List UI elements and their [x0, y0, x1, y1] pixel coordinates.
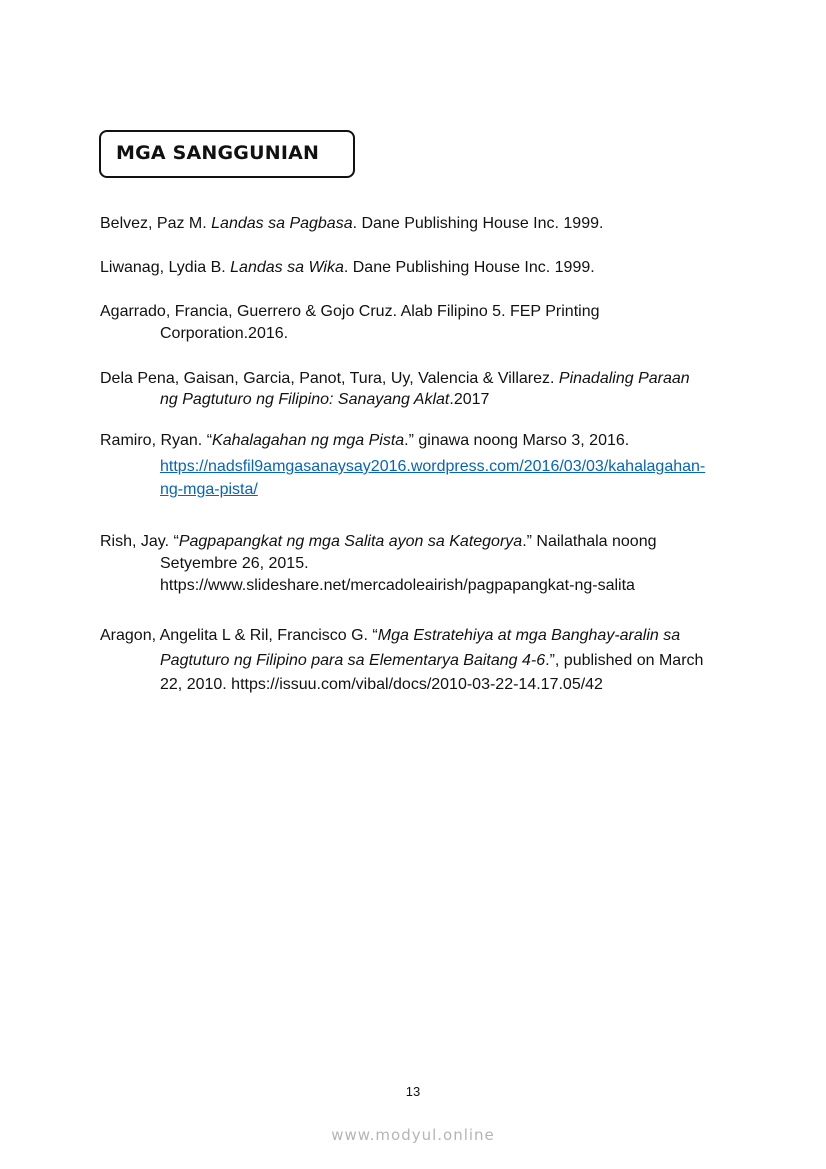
reference-text: https://www.slideshare.net/mercadoleairish/pagpapangkat-ng-salita	[160, 577, 635, 594]
reference-text: Aragon, Angelita L & Ril, Francisco G. “	[100, 627, 378, 644]
reference-text: Corporation.2016.	[160, 325, 289, 342]
reference-line	[100, 258, 595, 278]
reference-line	[160, 651, 703, 671]
reference-line	[160, 675, 603, 695]
reference-text: .” Nailathala noong	[522, 533, 657, 550]
reference-title: Pagtuturo ng Filipino para sa Elementarya Baitang 4-6	[160, 652, 546, 669]
reference-text: .”, published on March	[545, 652, 704, 669]
reference-text: Agarrado, Francia, Guerrero & Gojo Cruz. Alab Filipino 5. FEP Printing	[100, 303, 600, 320]
reference-text: . Dane Publishing House Inc. 1999.	[352, 215, 604, 232]
section-heading: MGA SANGGUNIAN	[116, 142, 320, 164]
reference-title: ng Pagtuturo ng Filipino: Sanayang Aklat	[160, 391, 450, 408]
reference-line	[100, 626, 680, 646]
reference-title: Kahalagahan ng mga Pista	[212, 432, 405, 449]
reference-text: Ramiro, Ryan. “	[100, 432, 213, 449]
watermark: www.modyul.online	[331, 1126, 495, 1144]
reference-title: Mga Estratehiya at mga Banghay-aralin sa	[377, 627, 681, 644]
reference-line	[100, 369, 690, 389]
reference-text: .2017	[449, 391, 490, 408]
reference-line	[100, 302, 599, 322]
reference-title: Landas sa Wika	[230, 259, 344, 276]
reference-line	[160, 554, 309, 574]
reference-line	[160, 324, 288, 344]
reference-text: Rish, Jay. “	[100, 533, 179, 550]
reference-line	[160, 457, 705, 477]
reference-text: . Dane Publishing House Inc. 1999.	[343, 259, 595, 276]
reference-title: Landas sa Pagbasa	[211, 215, 353, 232]
reference-line	[100, 214, 603, 234]
reference-line	[100, 532, 657, 552]
reference-title: Pinadaling Paraan	[558, 370, 690, 387]
reference-line	[100, 431, 629, 451]
reference-text: Liwanag, Lydia B.	[100, 259, 231, 276]
reference-text: .” ginawa noong Marso 3, 2016.	[404, 432, 630, 449]
page-number: 13	[405, 1084, 421, 1099]
reference-link[interactable]: ng-mga-pista/	[160, 481, 258, 498]
reference-title: Pagpapangkat ng mga Salita ayon sa Kategorya	[178, 533, 523, 550]
reference-line	[160, 576, 635, 596]
section-heading-box	[99, 130, 355, 178]
reference-text: Setyembre 26, 2015.	[160, 555, 309, 572]
reference-text: Belvez, Paz M.	[100, 215, 212, 232]
reference-text: 22, 2010. https://issuu.com/vibal/docs/2010-03-22-14.17.05/42	[160, 676, 603, 693]
reference-link[interactable]: https://nadsfil9amgasanaysay2016.wordpress.com/2016/03/03/kahalagahan-	[160, 458, 706, 475]
reference-text: Dela Pena, Gaisan, Garcia, Panot, Tura, Uy, Valencia & Villarez.	[100, 370, 559, 387]
reference-line	[160, 390, 489, 410]
reference-line	[160, 480, 258, 500]
